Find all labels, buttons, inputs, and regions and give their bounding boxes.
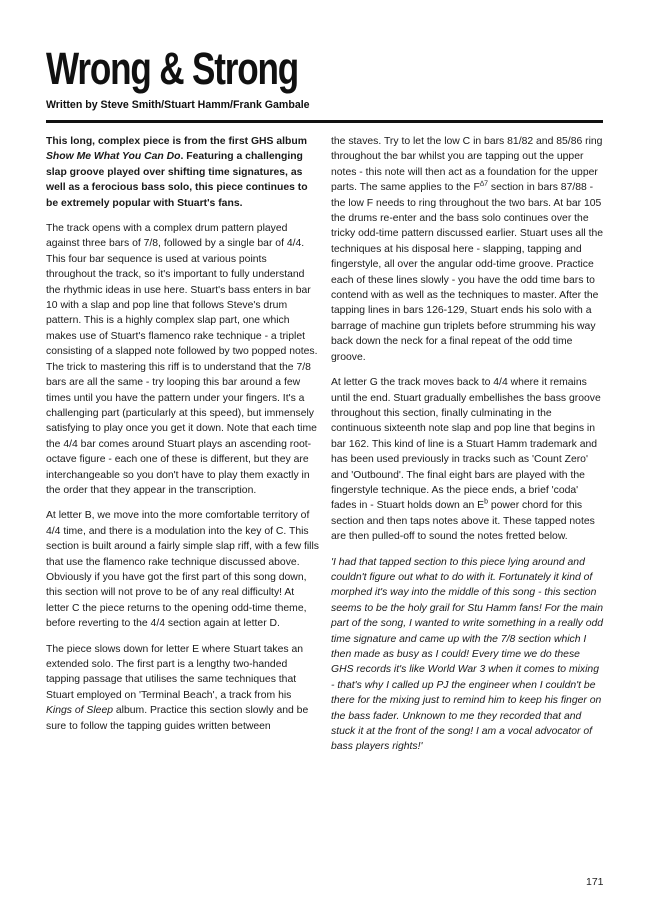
body-paragraph-3 <box>46 642 319 734</box>
intro-album-title: Show Me What You Can Do <box>46 151 181 163</box>
paragraph-3-text-end: album. Practice this section slowly and be sure to follow the tapping guides written between <box>46 705 309 732</box>
flat-superscript: b <box>484 498 488 506</box>
title-divider <box>46 120 603 123</box>
body-paragraph-5 <box>331 375 604 544</box>
artist-quote: 'I had that tapped section to this piece lying around and couldn't figure out what to do with it. Fortunately it kind of morphed it's way into the middle of this song - this section seems to be the holy grail for Stu Hamm fans! For the main part of the song, I wanted to write something in a really odd time signature and came up with the 7/8 section which I then made as busy as I could! Every time we do these GHS records it's like World War 3 when it comes to mixing - that's why I called up PJ the engineer when I couldn't be there for the mixing just to remind him to keep his finger on the bass fader. Unknown to me they recorded that and stuck it at the front of the song! I am a vocal advocator of bass players rights!' <box>331 556 604 753</box>
article-title: Wrong & Strong <box>46 43 299 94</box>
paragraph-3-text-start: The piece slows down for letter E where Stuart takes an extended solo. The first part is a lengthy two-handed tapping passage that utilises the same techniques that Stuart employed on 'Terminal Beach', a track from his <box>46 643 304 701</box>
intro-text-end: . Featuring a challenging slap groove played over shifting time signatures, as well as a ferocious bass solo, this piece continues to be extremely popular with Stuart's fans. <box>46 151 308 209</box>
paragraph-4-text-end: section in bars 87/88 - the low F needs to ring throughout the two bars. At bar 105 the drums re-enter and the bass solo continues over the tricky odd-time pattern discussed earlier. Stuart uses all the techniques at his disposal here - slapping, tapping and fingerstyle, all over the angular odd-time groove. Practice each of these lines slowly - you have the odd time bars to contend with as well as the techniques to master. After the tapping lines in bars 126-129, Stuart ends his solo with a barrage of machine gun triplets before strumming his way back down the neck for a final repeat of the odd time groove. <box>331 182 604 363</box>
left-column <box>46 134 319 744</box>
body-paragraph-1: The track opens with a complex drum pattern played against three bars of 7/8, followed by a single bar of 4/4. This four bar sequence is used at various points throughout the track, so it's important to fully understand the rhythmic ideas in use here. Stuart's bass enters in bar 10 with a slap and pop line that follows Steve's drum pattern. This is a highly complex slap part, one which makes use of Stuart's flamenco rake technique - a triplet consisting of a slapped note followed by two popped notes. The trick to mastering this riff is to understand that the 7/8 bars are all the same - try looping this bar around a few times until you have the pattern under your fingers. It's a challenging part (particularly at this speed), but immensely satisfying to play once you get it down. Note that each time the 4/4 bar comes around Stuart plays an ascending root-octave figure - each one of these is different, but they are interchangeable so you don't have to play them exactly in the order that they appear in the transcription. <box>46 223 318 496</box>
paragraph-5-text-start: At letter G the track moves back to 4/4 where it remains until the end. Stuart gradually embellishes the bass groove throughout this section, finally culminating in the continuous sixteenth note slap and pop line that begins in bar 162. This kind of line is a Stuart Hamm trademark and has been used previously in tracks such as 'Count Zero' and 'Outbound'. The final eight bars are played with the fingerstyle technique. As the piece ends, a brief 'coda' fades in - Stuart holds down an E <box>331 377 601 512</box>
paragraph-5-text-end: power chord for this section and then taps notes above it. These tapped notes are then pulled-off to sound the notes fretted below. <box>331 500 595 543</box>
chord-superscript: ∆7 <box>479 180 489 188</box>
right-column <box>331 134 604 765</box>
paragraph-3-album-title: Kings of Sleep <box>46 705 114 717</box>
article-credits: Written by Steve Smith/Stuart Hamm/Frank Gambale <box>46 99 310 111</box>
page-number: 171 <box>586 876 604 888</box>
intro-paragraph <box>46 134 319 211</box>
intro-text-start: This long, complex piece is from the first GHS album <box>46 136 307 147</box>
body-paragraph-2: At letter B, we move into the more comfortable territory of 4/4 time, and there is a modulation into the key of C. This section is built around a fairly simple slap riff, with a few fills that use the flamenco rake technique discussed above. Obviously if you have got the first part of this song down, this section will not prove to be of any real difficulty! At letter C the piece returns to the opening odd-time theme, before reverting to the 4/4 section again at letter D. <box>46 510 319 630</box>
paragraph-4-text-start: the staves. Try to let the low C in bars 81/82 and 85/86 ring throughout the bar whilst you are tapping out the upper notes - this note will then act as a foundation for the upper parts. The same applies to the F <box>331 136 603 194</box>
body-paragraph-4 <box>331 134 604 365</box>
